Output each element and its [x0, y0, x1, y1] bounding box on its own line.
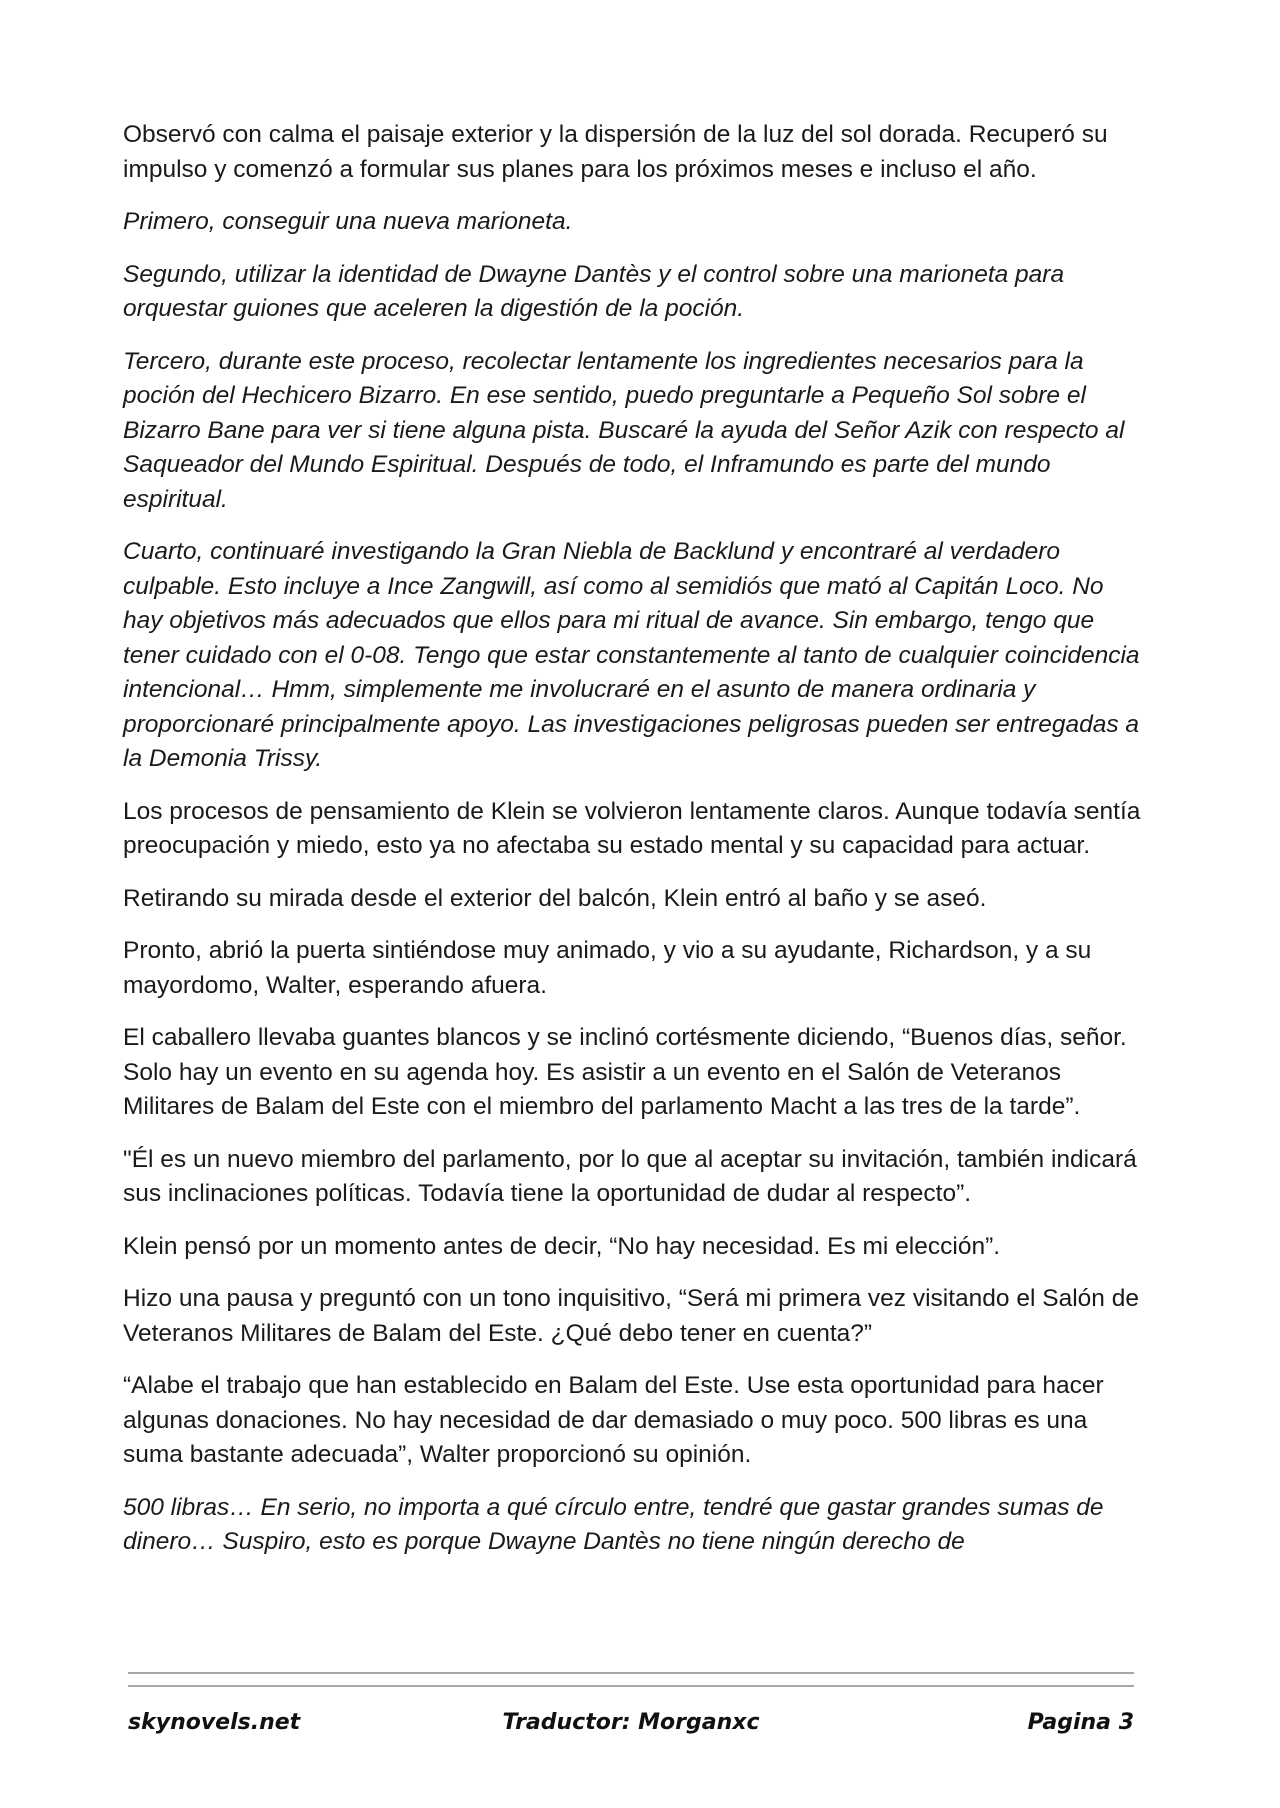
paragraph: “Alabe el trabajo que han establecido en Balam del Este. Use esta oportunidad para hacer algunas donaciones. No hay necesidad de dar demasiado o muy poco. 500 libras es una suma bastante adecuada”, Walter proporcionó su opinión. — [123, 1372, 1104, 1468]
paragraph: Hizo una pausa y preguntó con un tono inquisitivo, “Será mi primera vez visitando el Salón de Veteranos Militares de Balam del Este. ¿Qué debo tener en cuenta?” — [123, 1285, 1139, 1347]
paragraph: Tercero, durante este proceso, recolectar lentamente los ingredientes necesarios para la poción del Hechicero Bizarro. En ese sentido, puedo preguntarle a Pequeño Sol sobre el Bizarro Bane para ver si tiene alguna pista. Buscaré la ayuda del Señor Azik con respecto al Saqueador del Mundo Espiritual. Después de todo, el Inframundo es parte del mundo espiritual. — [123, 347, 1125, 513]
footer-site: skynovels.net — [128, 1710, 301, 1735]
paragraph: Klein pensó por un momento antes de decir, “No hay necesidad. Es mi elección”. — [123, 1232, 1001, 1260]
paragraph: Observó con calma el paisaje exterior y la dispersión de la luz del sol dorada. Recuperó su impulso y comenzó a formular sus planes para los próximos meses e incluso el año. — [123, 121, 1108, 183]
paragraph: Los procesos de pensamiento de Klein se volvieron lentamente claros. Aunque todavía sentía preocupación y miedo, esto ya no afectaba su estado mental y su capacidad para actuar. — [123, 797, 1141, 859]
footer-divider — [128, 1672, 1134, 1674]
page-footer — [128, 1710, 1134, 1750]
page-body — [123, 118, 1143, 1578]
paragraph: Cuarto, continuaré investigando la Gran Niebla de Backlund y encontraré al verdadero culpable. Esto incluye a Ince Zangwill, así como al semidiós que mató al Capitán Loco. No hay objetivos más adecuados que ellos para mi ritual de avance. Sin embargo, tengo que tener cuidado con el 0-08. Tengo que estar constantemente al tanto de cualquier coincidencia intencional… Hmm, simplemente me involucraré en el asunto de manera ordinaria y proporcionaré principalmente apoyo. Las investigaciones peligrosas pueden ser entregadas a la Demonia Trissy. — [123, 538, 1140, 772]
paragraph: Pronto, abrió la puerta sintiéndose muy animado, y vio a su ayudante, Richardson, y a su mayordomo, Walter, esperando afuera. — [123, 937, 1092, 999]
paragraph: 500 libras… En serio, no importa a qué círculo entre, tendré que gastar grandes sumas de dinero… Suspiro, esto es porque Dwayne Dantès no tiene ningún derecho de — [123, 1493, 1104, 1555]
footer-translator: Traductor: Morganxc — [502, 1710, 760, 1735]
footer-page-number: Pagina 3 — [1027, 1710, 1134, 1735]
paragraph: Segundo, utilizar la identidad de Dwayne Dantès y el control sobre una marioneta para orquestar guiones que aceleren la digestión de la poción. — [123, 260, 1065, 322]
paragraph: Retirando su mirada desde el exterior del balcón, Klein entró al baño y se aseó. — [123, 884, 987, 912]
paragraph: Primero, conseguir una nueva marioneta. — [123, 208, 573, 235]
paragraph: "Él es un nuevo miembro del parlamento, por lo que al aceptar su invitación, también indicará sus inclinaciones políticas. Todavía tiene la oportunidad de dudar al respecto”. — [123, 1145, 1137, 1207]
paragraph: El caballero llevaba guantes blancos y se inclinó cortésmente diciendo, “Buenos días, señor. Solo hay un evento en su agenda hoy. Es asistir a un evento en el Salón de Veteranos Militares de Balam del Este con el miembro del parlamento Macht a las tres de la tarde”. — [123, 1024, 1127, 1120]
footer-divider — [128, 1685, 1134, 1687]
